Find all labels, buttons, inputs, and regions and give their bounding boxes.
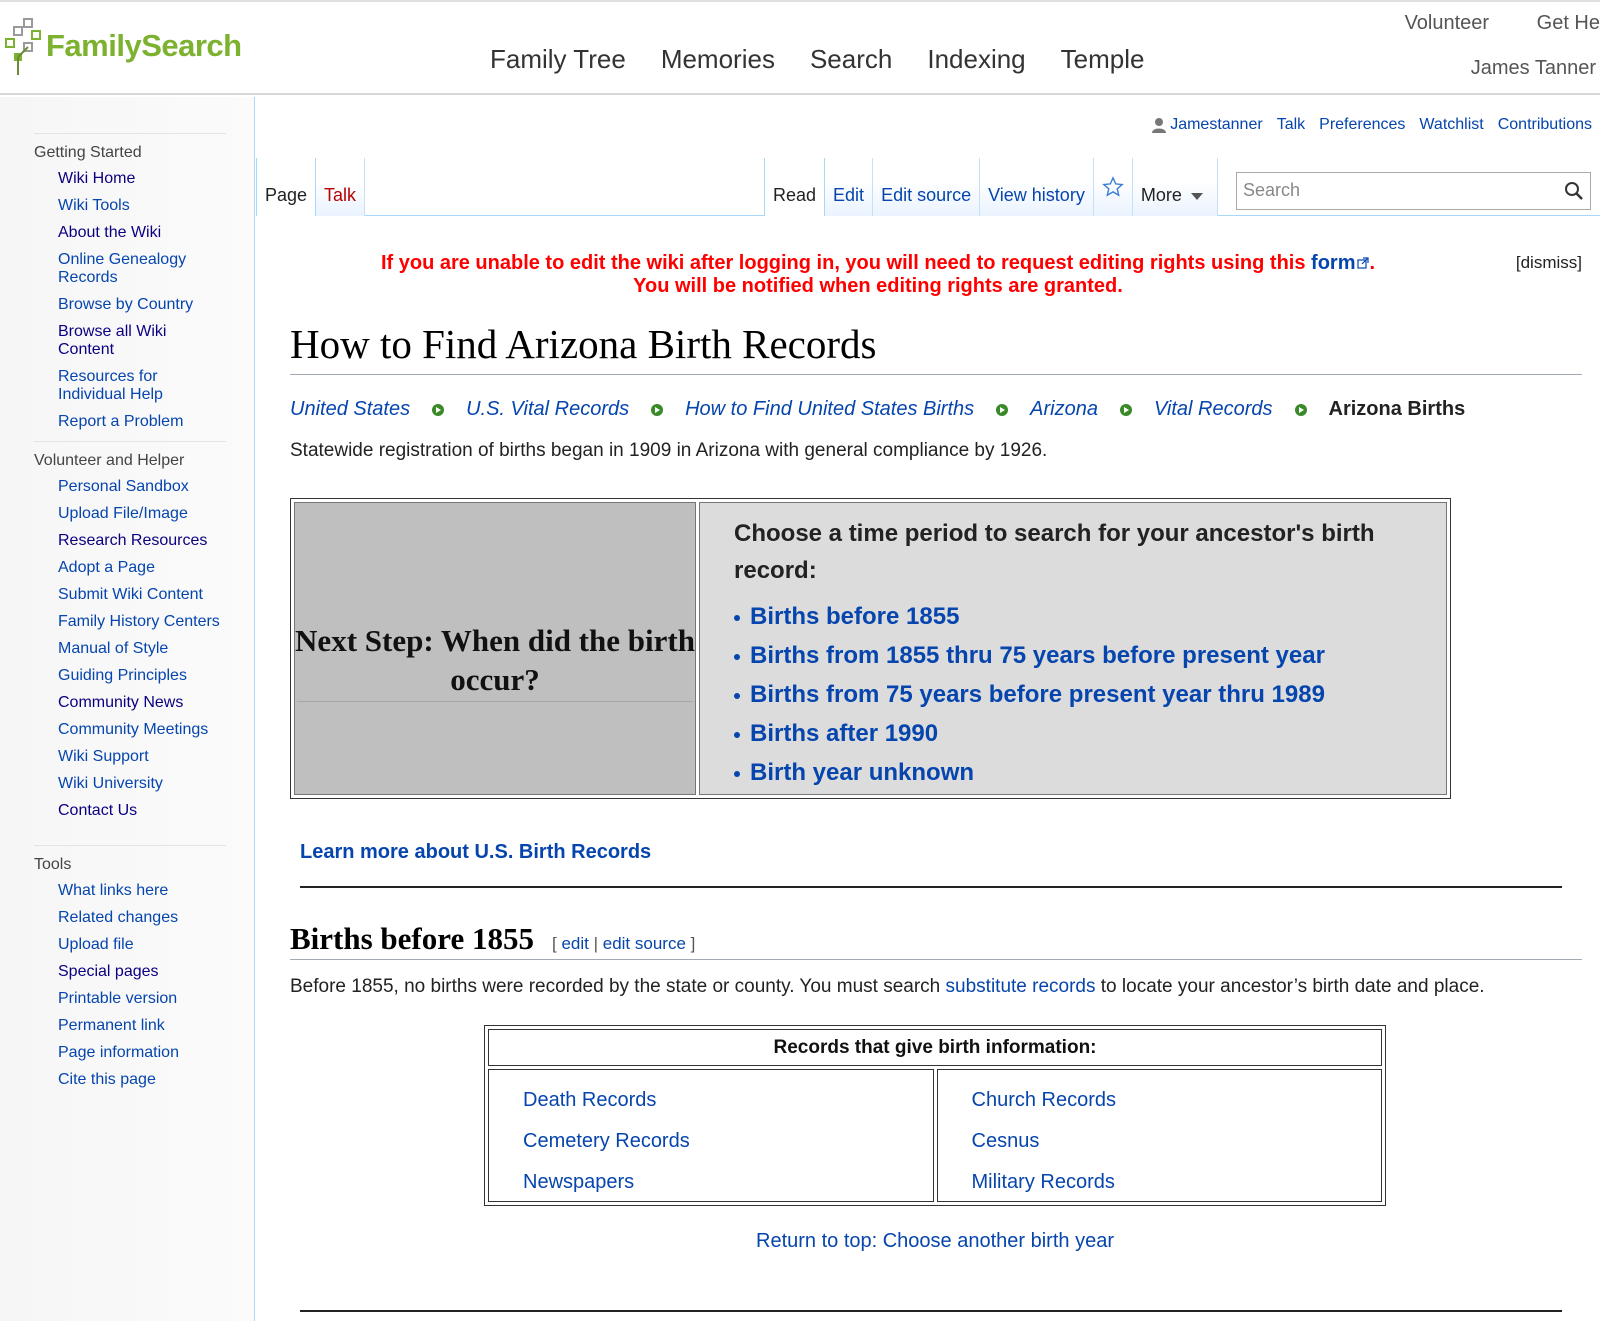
search-icon[interactable] <box>1564 181 1584 201</box>
account-username[interactable]: James Tanner <box>1470 57 1596 79</box>
logo-text: FamilySearch <box>46 28 242 63</box>
sidebar-item-report-problem[interactable]: Report a Problem <box>58 413 184 430</box>
notice-form-link[interactable]: form <box>1311 252 1356 274</box>
sidebar-group-volunteer <box>34 452 226 829</box>
volunteer-link[interactable]: Volunteer <box>1404 12 1490 34</box>
breadcrumb-arrow-icon <box>651 404 663 416</box>
notice-text-after: . You will be notified when editing rights are granted. <box>633 252 1376 297</box>
section-header <box>290 921 1582 960</box>
nav-search[interactable]: Search <box>809 44 893 74</box>
sidebar-item-contact-us[interactable]: Contact Us <box>58 802 138 819</box>
external-link-icon <box>1357 257 1369 269</box>
sidebar <box>0 97 255 1321</box>
military-records-link[interactable]: Military Records <box>971 1171 1115 1193</box>
sidebar-item-manual-style[interactable]: Manual of Style <box>58 640 169 657</box>
cemetery-records-link[interactable]: Cemetery Records <box>523 1130 690 1152</box>
para-text-after: to locate your ancestor’s birth date and place. <box>1095 976 1485 997</box>
period-link-75-years-1989[interactable]: Births from 75 years before present year thru 1989 <box>734 675 1412 714</box>
tab-edit[interactable]: Edit <box>825 158 873 216</box>
nav-temple[interactable]: Temple <box>1060 44 1145 74</box>
more-menu[interactable] <box>1133 158 1218 216</box>
horizontal-rule <box>300 1310 1562 1312</box>
horizontal-rule <box>300 886 1562 888</box>
sidebar-divider <box>34 845 226 846</box>
bracket-open: [ <box>551 934 557 953</box>
section-heading: Births before 1855 <box>290 921 534 956</box>
preferences-link[interactable]: Preferences <box>1319 116 1406 133</box>
breadcrumb-link[interactable]: Vital Records <box>1153 398 1273 420</box>
section-paragraph <box>290 976 1485 998</box>
tree-logo-icon <box>4 17 44 75</box>
site-header <box>0 0 1600 95</box>
dismiss-link[interactable]: [dismiss] <box>1515 253 1582 272</box>
sidebar-item-community-news[interactable]: Community News <box>58 694 184 711</box>
sidebar-group-getting-started <box>34 144 226 440</box>
sidebar-divider <box>34 441 226 442</box>
sidebar-item-upload-file[interactable]: Upload file <box>58 936 134 953</box>
divider <box>297 701 693 702</box>
tab-page[interactable]: Page <box>256 158 316 216</box>
intro-paragraph: Statewide registration of births began in 1909 in Arizona with general compliance by 1926. <box>290 440 1048 461</box>
contributions-link[interactable]: Contributions <box>1497 116 1592 133</box>
sidebar-item-what-links[interactable]: What links here <box>58 882 169 899</box>
census-link[interactable]: Cesnus <box>971 1130 1040 1152</box>
utility-links <box>1363 12 1600 35</box>
breadcrumb-arrow-icon <box>432 404 444 416</box>
notice-text: If you are unable to edit the wiki after logging in, you will need to request editing rights using this <box>380 252 1312 274</box>
sidebar-item-permanent-link[interactable]: Permanent link <box>58 1017 165 1034</box>
search-box <box>1236 172 1591 210</box>
star-icon <box>1102 176 1124 198</box>
sidebar-item-wiki-home[interactable]: Wiki Home <box>58 170 136 187</box>
period-link-unknown[interactable]: Birth year unknown <box>734 753 1412 792</box>
user-page-link[interactable]: Jamestanner <box>1170 116 1263 133</box>
sidebar-heading: Getting Started <box>34 144 142 161</box>
records-table-body <box>488 1069 1382 1202</box>
sidebar-item-page-info[interactable]: Page information <box>58 1044 179 1061</box>
records-table <box>484 1025 1386 1206</box>
nav-indexing[interactable]: Indexing <box>927 44 1026 74</box>
sidebar-item-fhc[interactable]: Family History Centers <box>58 613 220 630</box>
chevron-down-icon <box>1191 193 1203 201</box>
watch-star-button[interactable] <box>1094 158 1133 216</box>
sidebar-item-related-changes[interactable]: Related changes <box>58 909 179 926</box>
user-talk-link[interactable]: Talk <box>1276 116 1306 133</box>
learn-more-link[interactable]: Learn more about U.S. Birth Records <box>300 841 652 863</box>
sidebar-heading: Tools <box>34 856 72 873</box>
tab-read[interactable]: Read <box>764 158 825 216</box>
sidebar-item-resources-help[interactable]: Resources for Individual Help <box>58 368 163 403</box>
sidebar-group-tools <box>34 856 226 1098</box>
breadcrumb-arrow-icon <box>1120 404 1132 416</box>
sidebar-item-browse-country[interactable]: Browse by Country <box>58 296 194 313</box>
sidebar-item-community-meetings[interactable]: Community Meetings <box>58 721 209 738</box>
personal-tools <box>1152 116 1592 134</box>
sidebar-divider <box>34 133 226 134</box>
section-edit-links <box>552 934 695 954</box>
sidebar-item-special-pages[interactable]: Special pages <box>58 963 159 980</box>
breadcrumb-arrow-icon <box>996 404 1008 416</box>
period-link-1855-75-years[interactable]: Births from 1855 thru 75 years before present year <box>734 636 1412 675</box>
edit-separator: | <box>593 934 599 953</box>
breadcrumb-link[interactable]: U.S. Vital Records <box>466 398 630 420</box>
breadcrumb-link[interactable]: United States <box>290 398 411 420</box>
nav-memories[interactable]: Memories <box>660 44 775 74</box>
sidebar-item-wiki-university[interactable]: Wiki University <box>58 775 163 792</box>
user-icon <box>1152 117 1166 133</box>
time-period-list <box>734 597 1412 792</box>
tab-view-history[interactable]: View history <box>980 158 1094 216</box>
watchlist-link[interactable]: Watchlist <box>1419 116 1484 133</box>
nav-family-tree[interactable]: Family Tree <box>490 44 626 74</box>
newspapers-link[interactable]: Newspapers <box>523 1171 635 1193</box>
bracket-close: ] <box>690 934 696 953</box>
records-table-heading: Records that give birth information: <box>488 1029 1382 1066</box>
para-text: Before 1855, no births were recorded by the state or county. You must search <box>290 976 946 997</box>
substitute-records-link[interactable]: substitute records <box>945 976 1096 997</box>
get-help-link[interactable]: Get He <box>1536 12 1600 34</box>
breadcrumb-arrow-icon <box>1295 404 1307 416</box>
records-column <box>488 1069 934 1202</box>
period-link-after-1990[interactable]: Births after 1990 <box>734 714 1412 753</box>
breadcrumb-link[interactable]: How to Find United States Births <box>685 398 975 420</box>
return-to-top-link[interactable]: Return to top: Choose another birth year <box>756 1230 1114 1252</box>
page-title: How to Find Arizona Birth Records <box>290 320 1582 375</box>
breadcrumb-link[interactable]: Arizona <box>1030 398 1098 420</box>
next-step-panel <box>294 502 696 795</box>
sidebar-item-printable[interactable]: Printable version <box>58 990 178 1007</box>
sidebar-item-adopt-page[interactable]: Adopt a Page <box>58 559 155 576</box>
records-column <box>937 1069 1383 1202</box>
sidebar-item-submit-content[interactable]: Submit Wiki Content <box>58 586 203 603</box>
death-records-link[interactable]: Death Records <box>523 1089 657 1111</box>
breadcrumb-current: Arizona Births <box>1328 398 1466 420</box>
familysearch-logo[interactable] <box>4 16 242 76</box>
sidebar-item-browse-all[interactable]: Browse all Wiki Content <box>58 323 167 358</box>
sidebar-item-upload-image[interactable]: Upload File/Image <box>58 505 188 522</box>
more-label: More <box>1140 185 1182 205</box>
sidebar-item-research-resources[interactable]: Research Resources <box>58 532 208 549</box>
church-records-link[interactable]: Church Records <box>971 1089 1117 1111</box>
period-link-before-1855[interactable]: Births before 1855 <box>734 597 1412 636</box>
time-period-prompt: Choose a time period to search for your ancestor's birth record: <box>734 520 1375 584</box>
search-input[interactable] <box>1237 173 1547 207</box>
namespace-tabs <box>256 158 365 216</box>
choose-period-box <box>290 498 1451 799</box>
sidebar-item-online-records[interactable]: Online Genealogy Records <box>58 251 187 286</box>
next-step-heading: Next Step: When did the birth occur? <box>295 623 695 697</box>
site-notice <box>378 252 1378 298</box>
section-edit-link[interactable]: edit <box>561 934 589 953</box>
view-tabs <box>764 158 1218 216</box>
sidebar-item-cite[interactable]: Cite this page <box>58 1071 156 1088</box>
tab-talk[interactable]: Talk <box>316 158 365 216</box>
sidebar-item-wiki-support[interactable]: Wiki Support <box>58 748 149 765</box>
tab-edit-source[interactable]: Edit source <box>873 158 980 216</box>
sidebar-heading: Volunteer and Helper <box>34 452 185 469</box>
sidebar-item-about[interactable]: About the Wiki <box>58 224 162 241</box>
sidebar-item-sandbox[interactable]: Personal Sandbox <box>58 478 189 495</box>
breadcrumb <box>290 398 1465 421</box>
time-period-panel <box>699 502 1447 795</box>
sidebar-item-guiding-principles[interactable]: Guiding Principles <box>58 667 187 684</box>
sidebar-item-wiki-tools[interactable]: Wiki Tools <box>58 197 130 214</box>
main-nav <box>490 44 1179 75</box>
section-edit-source-link[interactable]: edit source <box>602 934 686 953</box>
